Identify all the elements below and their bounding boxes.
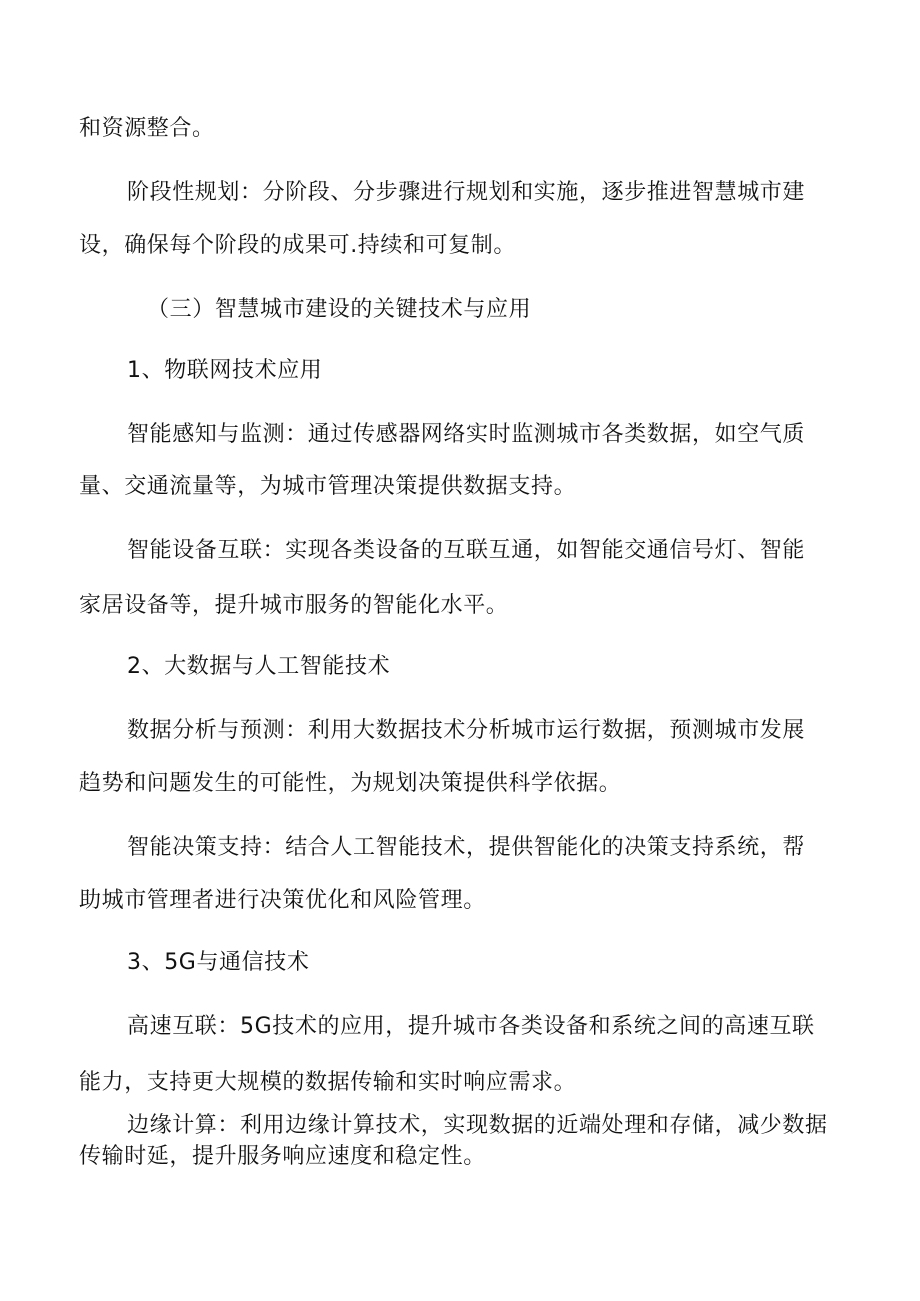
subsection-heading: 2、大数据与人工智能技术	[127, 654, 391, 679]
paragraph-line: 阶段性规划：分阶段、分步骤进行规划和实施，逐步推进智慧城市建	[127, 180, 806, 205]
paragraph-line: 智能决策支持：结合人工智能技术，提供智能化的决策支持系统，帮	[127, 835, 806, 860]
paragraph-line: 数据分析与预测：利用大数据技术分析城市运行数据，预测城市发展	[127, 718, 806, 743]
subsection-heading: 1、物联网技术应用	[127, 358, 323, 383]
paragraph-line: 量、交通流量等，为城市管理决策提供数据支持。	[79, 474, 577, 499]
paragraph-line: 高速互联：5G技术的应用，提升城市各类设备和系统之间的高速互联	[127, 1014, 815, 1039]
paragraph-line: 智能感知与监测：通过传感器网络实时监测城市各类数据，如空气质	[127, 422, 806, 447]
paragraph-line: 能力，支持更大规模的数据传输和实时响应需求。	[79, 1070, 577, 1095]
section-heading: （三）智慧城市建设的关键技术与应用	[147, 297, 532, 322]
paragraph-line: 助城市管理者进行决策优化和风险管理。	[79, 888, 486, 913]
paragraph-line: 传输时延，提升服务响应速度和稳定性。	[79, 1144, 486, 1169]
paragraph-line: 设，确保每个阶段的成果可.持续和可复制。	[79, 233, 516, 258]
paragraph-line: 和资源整合。	[79, 116, 215, 141]
paragraph-line: 趋势和问题发生的可能性，为规划决策提供科学依据。	[79, 771, 622, 796]
paragraph-line: 边缘计算：利用边缘计算技术，实现数据的近端处理和存储，减少数据	[127, 1113, 828, 1138]
paragraph-line: 家居设备等，提升城市服务的智能化水平。	[79, 593, 509, 618]
subsection-heading: 3、5G与通信技术	[127, 950, 310, 975]
paragraph-line: 智能设备互联：实现各类设备的互联互通，如智能交通信号灯、智能	[127, 538, 806, 563]
